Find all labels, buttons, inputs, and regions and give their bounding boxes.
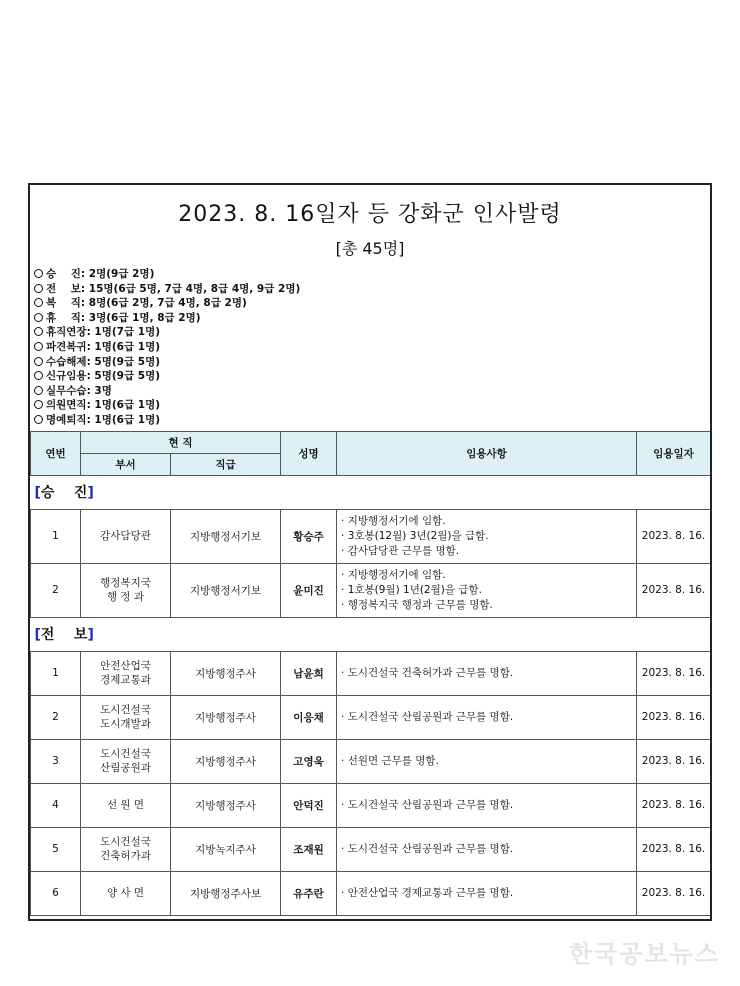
header-rank: 직급	[171, 453, 281, 475]
cell-name: 황승주	[281, 509, 337, 563]
cell-details	[337, 695, 637, 739]
summary-item	[34, 296, 710, 311]
cell-no: 3	[31, 739, 81, 783]
cell-no: 2	[31, 695, 81, 739]
summary-text: 복 직: 8명(6급 2명, 7급 4명, 8급 2명)	[46, 297, 247, 310]
detail-line: · 도시건설국 산림공원과 근무를 명함.	[341, 798, 514, 811]
summary-text: 파견복귀: 1명(6급 1명)	[46, 340, 161, 353]
summary-item	[34, 369, 710, 384]
detail-line: · 도시건설국 건축허가과 근무를 명함.	[341, 666, 514, 679]
cell-no: 1	[31, 509, 81, 563]
summary-item	[34, 267, 710, 282]
cell-date: 2023. 8. 16.	[637, 871, 711, 915]
appointment-table	[30, 431, 711, 916]
cell-rank: 지방녹지주사	[171, 827, 281, 871]
cell-name: 이응채	[281, 695, 337, 739]
section-label: [전 보]	[31, 617, 711, 651]
summary-text: 신규임용: 5명(9급 5명)	[46, 370, 161, 383]
cell-dept: 감사담당관	[81, 509, 171, 563]
header-date: 임용일자	[637, 431, 711, 475]
summary-item	[34, 355, 710, 370]
circle-bullet-icon	[34, 342, 43, 351]
summary-text: 승 진: 2명(9급 2명)	[46, 268, 155, 280]
cell-details	[337, 871, 637, 915]
cell-date: 2023. 8. 16.	[637, 695, 711, 739]
summary-item	[34, 311, 710, 326]
detail-line: · 1호봉(9월) 1년(2월)을 급함.	[341, 583, 482, 596]
summary-list	[34, 267, 710, 428]
summary-text: 휴 직: 3명(6급 1명, 8급 2명)	[46, 311, 201, 324]
cell-dept: 도시건설국 산림공원과	[81, 739, 171, 783]
document-title: 2023. 8. 16일자 등 강화군 인사발령	[178, 202, 562, 227]
cell-rank: 지방행정주사보	[171, 871, 281, 915]
cell-name: 유주란	[281, 871, 337, 915]
detail-line: · 지방행정서기에 임함.	[341, 514, 446, 527]
header-details: 임용사항	[337, 431, 637, 475]
summary-item	[34, 282, 710, 297]
cell-rank: 지방행정주사	[171, 739, 281, 783]
cell-no: 6	[31, 871, 81, 915]
cell-details	[337, 783, 637, 827]
detail-line: · 감사담당관 근무를 명함.	[341, 544, 460, 557]
circle-bullet-icon	[34, 371, 43, 380]
header-dept: 부서	[81, 453, 171, 475]
summary-text: 수습해제: 5명(9급 5명)	[46, 355, 161, 368]
circle-bullet-icon	[34, 415, 43, 424]
detail-line: · 안전산업국 경제교통과 근무를 명함.	[341, 886, 514, 899]
cell-no: 2	[31, 563, 81, 617]
summary-text: 명예퇴직: 1명(6급 1명)	[46, 413, 161, 426]
detail-line: · 도시건설국 산림공원과 근무를 명함.	[341, 842, 514, 855]
watermark: 한국공보뉴스	[568, 940, 720, 968]
cell-date: 2023. 8. 16.	[637, 739, 711, 783]
cell-name: 남윤희	[281, 651, 337, 695]
detail-line: · 3호봉(12월) 3년(2월)을 급함.	[341, 529, 489, 542]
table-row	[31, 695, 711, 739]
detail-line: · 도시건설국 산림공원과 근무를 명함.	[341, 710, 514, 723]
table-row	[31, 563, 711, 617]
cell-dept: 행정복지국 행 정 과	[81, 563, 171, 617]
cell-details	[337, 509, 637, 563]
cell-rank: 지방행정주사	[171, 695, 281, 739]
cell-rank: 지방행정서기보	[171, 509, 281, 563]
header-current: 현 직	[81, 431, 281, 453]
summary-item	[34, 398, 710, 413]
cell-details	[337, 651, 637, 695]
cell-date: 2023. 8. 16.	[637, 509, 711, 563]
header-name: 성명	[281, 431, 337, 475]
detail-line: · 행정복지국 행정과 근무를 명함.	[341, 598, 493, 611]
section-label: [승 진]	[31, 475, 711, 509]
cell-rank: 지방행정주사	[171, 783, 281, 827]
detail-line: · 지방행정서기에 임함.	[341, 568, 446, 581]
circle-bullet-icon	[34, 400, 43, 409]
cell-no: 1	[31, 651, 81, 695]
table-row	[31, 827, 711, 871]
cell-rank: 지방행정주사	[171, 651, 281, 695]
summary-text: 전 보: 15명(6급 5명, 7급 4명, 8급 4명, 9급 2명)	[46, 282, 301, 295]
circle-bullet-icon	[34, 386, 43, 395]
circle-bullet-icon	[34, 327, 43, 336]
table-row	[31, 739, 711, 783]
header-no: 연번	[31, 431, 81, 475]
document-subtitle: [총 45명]	[335, 239, 405, 258]
cell-date: 2023. 8. 16.	[637, 651, 711, 695]
cell-dept: 양 사 면	[81, 871, 171, 915]
cell-details	[337, 739, 637, 783]
cell-date: 2023. 8. 16.	[637, 827, 711, 871]
cell-dept: 선 원 면	[81, 783, 171, 827]
section-header-row	[31, 475, 711, 509]
cell-name: 고영욱	[281, 739, 337, 783]
circle-bullet-icon	[34, 284, 43, 293]
table-row	[31, 509, 711, 563]
cell-rank: 지방행정서기보	[171, 563, 281, 617]
cell-no: 5	[31, 827, 81, 871]
summary-item	[34, 340, 710, 355]
circle-bullet-icon	[34, 298, 43, 307]
cell-name: 안덕진	[281, 783, 337, 827]
cell-name: 조재원	[281, 827, 337, 871]
summary-text: 의원면직: 1명(6급 1명)	[46, 399, 161, 412]
summary-item	[34, 384, 710, 399]
detail-line: · 선원면 근무를 명함.	[341, 754, 439, 767]
cell-dept: 도시건설국 도시개발과	[81, 695, 171, 739]
cell-details	[337, 827, 637, 871]
circle-bullet-icon	[34, 313, 43, 322]
cell-dept: 도시건설국 건축허가과	[81, 827, 171, 871]
table-row	[31, 783, 711, 827]
cell-details	[337, 563, 637, 617]
summary-text: 휴직연장: 1명(7급 1명)	[46, 326, 161, 339]
cell-date: 2023. 8. 16.	[637, 783, 711, 827]
cell-name: 윤미진	[281, 563, 337, 617]
circle-bullet-icon	[34, 357, 43, 366]
summary-item	[34, 413, 710, 428]
appointment-document	[28, 183, 712, 921]
cell-dept: 안전산업국 경제교통과	[81, 651, 171, 695]
summary-text: 실무수습: 3명	[46, 384, 112, 397]
cell-date: 2023. 8. 16.	[637, 563, 711, 617]
table-row	[31, 651, 711, 695]
circle-bullet-icon	[34, 269, 43, 278]
cell-no: 4	[31, 783, 81, 827]
summary-item	[34, 325, 710, 340]
section-header-row	[31, 617, 711, 651]
table-row	[31, 871, 711, 915]
